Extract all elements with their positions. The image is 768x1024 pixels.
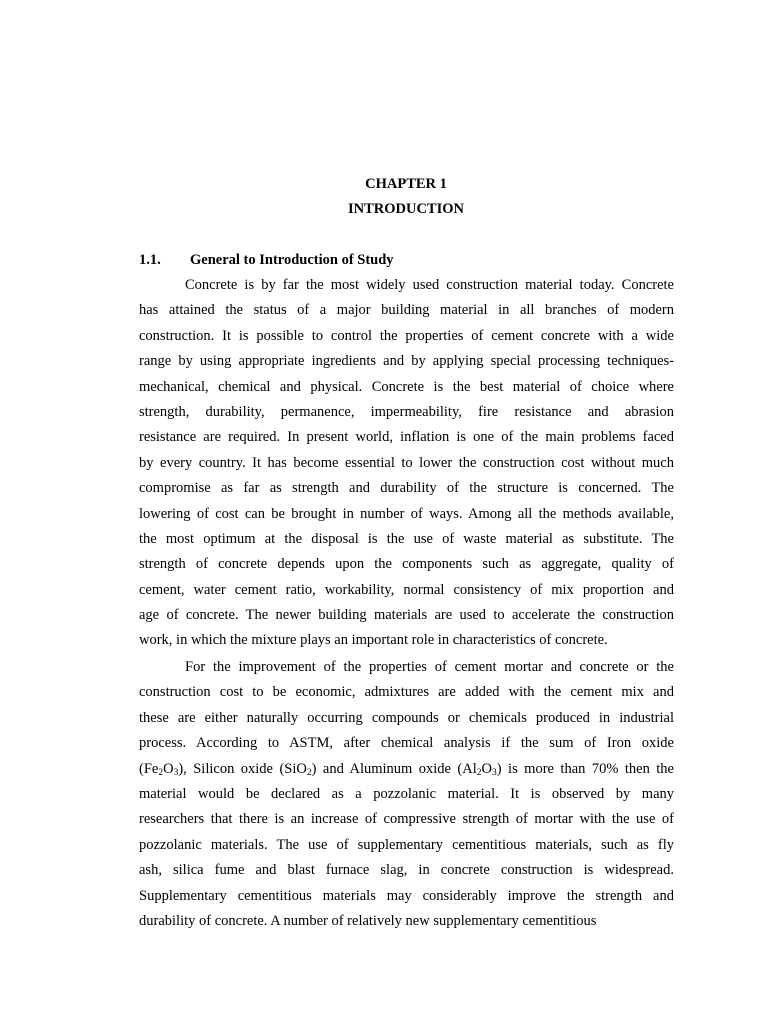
text-line: pozzolanic materials. The use of supplementary cementitious materials, such as fly xyxy=(139,836,674,853)
chapter-number: CHAPTER 1 xyxy=(365,176,447,192)
text-line: Concrete is by far the most widely used construction material today. Concrete xyxy=(185,277,674,293)
text-line: process. According to ASTM, after chemical analysis if the sum of Iron oxide xyxy=(139,735,674,752)
text-line: the most optimum at the disposal is the use of waste material as substitute. The xyxy=(139,530,674,547)
text-line: by every country. It has become essential to lower the construction cost without much xyxy=(139,454,674,471)
text-line: researchers that there is an increase of compressive strength of mortar with the use of xyxy=(139,811,674,828)
text-run: ) and Aluminum oxide (Al xyxy=(311,760,477,777)
text-line: Supplementary cementitious materials may considerably improve the strength and xyxy=(139,887,674,904)
paragraph-1 xyxy=(139,273,674,654)
section-heading xyxy=(139,251,394,269)
text-line: lowering of cost can be brought in number of ways. Among all the methods available, xyxy=(139,505,674,522)
text-line: ash, silica fume and blast furnace slag, in concrete construction is widespread. xyxy=(139,862,674,879)
text-line: work, in which the mixture plays an important role in characteristics of concrete. xyxy=(139,632,608,649)
text-line: cement, water cement ratio, workability, normal consistency of mix proportion and xyxy=(139,581,674,598)
text-line: For the improvement of the properties of cement mortar and concrete or the xyxy=(185,659,674,675)
text-line: strength, durability, permanence, impermeability, fire resistance and abrasion xyxy=(139,403,674,420)
subscript: 3 xyxy=(492,767,497,778)
text-run: ) is more than 70% then the xyxy=(496,760,674,777)
text-line: mechanical, chemical and physical. Concrete is the best material of choice where xyxy=(139,378,674,395)
subscript: 3 xyxy=(173,767,179,778)
text-line: construction. It is possible to control the properties of cement concrete with a wide xyxy=(139,327,674,344)
text-line: age of concrete. The newer building materials are used to accelerate the construction xyxy=(139,607,674,624)
text-line: durability of concrete. A number of relatively new supplementary cementitious xyxy=(139,912,597,929)
text-line: range by using appropriate ingredients and by applying special processing techniques- xyxy=(139,353,674,370)
text-run: ), Silicon oxide (SiO xyxy=(178,760,307,777)
text-run: O xyxy=(163,760,174,777)
text-line: construction cost to be economic, admixtures are added with the cement mix and xyxy=(139,684,674,701)
text-line: these are either naturally occurring compounds or chemicals produced in industrial xyxy=(139,709,674,726)
text-run: O xyxy=(481,760,492,777)
section-number: 1.1. xyxy=(139,252,161,268)
text-line: material would be declared as a pozzolanic material. It is observed by many xyxy=(139,785,674,802)
chapter-title: INTRODUCTION xyxy=(347,201,464,217)
text-run: (Fe xyxy=(139,760,159,777)
paragraph-2 xyxy=(139,655,674,934)
text-line: strength of concrete depends upon the components such as aggregate, quality of xyxy=(139,556,674,573)
subscript: 2 xyxy=(306,767,312,778)
subscript: 2 xyxy=(158,767,164,778)
section-title: General to Introduction of Study xyxy=(190,252,394,268)
subscript: 2 xyxy=(476,767,482,778)
text-line: has attained the status of a major building material in all branches of modern xyxy=(139,302,674,319)
text-line: resistance are required. In present world, inflation is one of the main problems faced xyxy=(139,429,674,446)
text-line: compromise as far as strength and durability of the structure is concerned. The xyxy=(139,480,674,497)
text-line-formula xyxy=(139,757,674,782)
